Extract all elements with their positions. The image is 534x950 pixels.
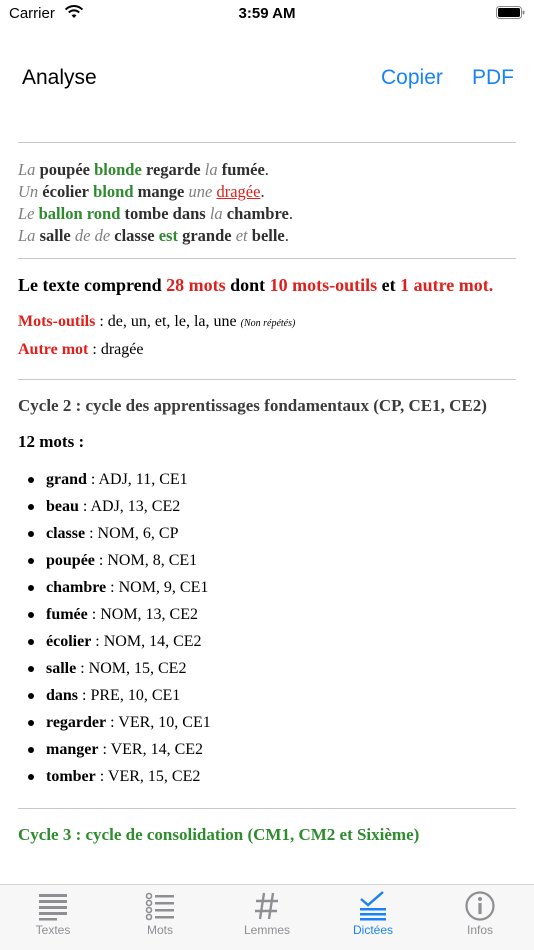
- dictation-word: poupée: [39, 160, 90, 179]
- tab-label: Lemmes: [243, 923, 290, 937]
- dictation-line: [18, 203, 516, 225]
- dictation-word: La: [18, 160, 36, 179]
- bullet-icon: [28, 639, 34, 645]
- dictation-word: blonde: [94, 160, 142, 179]
- lemma-word: poupée: [46, 552, 95, 569]
- lemma-word: tomber: [46, 768, 96, 785]
- text-lines-icon: [37, 891, 69, 921]
- lemma-item: [18, 520, 516, 547]
- other-line: [18, 337, 516, 363]
- tools-line: [18, 309, 516, 337]
- lemma-item: [18, 601, 516, 628]
- lemma-word: chambre: [46, 579, 107, 596]
- dictation-word: salle: [39, 226, 71, 245]
- divider: [18, 808, 516, 809]
- dictation-word: .: [260, 182, 265, 201]
- dictation-text: [18, 159, 516, 247]
- dictation-word: rond: [86, 204, 121, 223]
- page-title: Analyse: [22, 66, 97, 89]
- list-icon: [144, 891, 176, 921]
- other-label: Autre mot: [18, 341, 89, 358]
- lemma-word: grand: [46, 471, 87, 488]
- tab-mots[interactable]: [120, 891, 200, 937]
- lemma-word: dans: [46, 687, 79, 704]
- lemma-info: : VER, 14, CE2: [98, 741, 204, 758]
- summary-prefix: Le texte comprend: [18, 275, 167, 295]
- tab-bar: [0, 884, 534, 950]
- tab-dictees[interactable]: [333, 891, 413, 937]
- dictation-word: classe: [114, 226, 155, 245]
- lemma-word: beau: [46, 498, 79, 515]
- bullet-icon: [28, 612, 34, 618]
- tab-label: Textes: [35, 923, 71, 937]
- tab-label: Mots: [146, 923, 173, 937]
- lemma-info: : VER, 15, CE2: [95, 768, 201, 785]
- divider: [18, 142, 516, 143]
- dictation-word: la: [209, 204, 223, 223]
- summary-other-count: 1 autre mot.: [400, 275, 494, 295]
- copy-button[interactable]: Copier: [381, 66, 443, 89]
- dictation-word: grande: [182, 226, 232, 245]
- unknown-word: dragée: [216, 182, 261, 201]
- lemma-word: manger: [46, 741, 99, 758]
- cycle3-title: Cycle 3 : cycle de consolidation (CM1, CM2 et Sixième): [18, 825, 420, 844]
- lemma-info: : ADJ, 11, CE1: [86, 471, 188, 488]
- tab-lemmes[interactable]: [227, 891, 307, 937]
- lemma-info: : NOM, 8, CE1: [94, 552, 198, 569]
- dictation-word: de: [94, 226, 111, 245]
- other-value: dragée: [100, 341, 144, 358]
- lemma-info: : NOM, 9, CE1: [106, 579, 209, 596]
- bullet-icon: [28, 747, 34, 753]
- lemma-item: [18, 493, 516, 520]
- dictation-word: écolier: [42, 182, 90, 201]
- lemma-word: classe: [46, 525, 86, 542]
- dictation-word: regarde: [145, 160, 201, 179]
- lemma-word: écolier: [46, 633, 92, 650]
- dictation-word: et: [235, 226, 248, 245]
- bullet-icon: [28, 558, 34, 564]
- carrier-label: Carrier: [9, 5, 55, 22]
- lemma-item: [18, 682, 516, 709]
- lemma-item: [18, 628, 516, 655]
- clock: 3:59 AM: [238, 5, 296, 22]
- dictation-word: une: [188, 182, 213, 201]
- dictation-word: blond: [93, 182, 134, 201]
- summary-text: [18, 273, 516, 297]
- tab-infos[interactable]: [440, 891, 520, 937]
- bullet-icon: [28, 585, 34, 591]
- lemma-info: : ADJ, 13, CE2: [78, 498, 181, 515]
- dictation-word: Le: [18, 204, 35, 223]
- cycle2-count: 12 mots :: [18, 432, 85, 451]
- dictation-word: fumée: [221, 160, 265, 179]
- info-icon: [464, 891, 496, 921]
- dictation-word: belle: [251, 226, 285, 245]
- bullet-icon: [28, 720, 34, 726]
- dictation-word: de: [74, 226, 91, 245]
- tab-label: Infos: [466, 923, 493, 937]
- tab-label: Dictées: [352, 923, 393, 937]
- bullet-icon: [28, 477, 34, 483]
- lemma-info: : NOM, 13, CE2: [87, 606, 198, 623]
- summary-tool-count: 10 mots-outils: [269, 275, 378, 295]
- lemma-info: : NOM, 14, CE2: [91, 633, 202, 650]
- bullet-icon: [28, 666, 34, 672]
- tools-value: de, un, et, le, la, une: [107, 313, 237, 330]
- lemma-item: [18, 547, 516, 574]
- dictation-line: [18, 159, 516, 181]
- dictation-line: [18, 181, 516, 203]
- dictation-word: Un: [18, 182, 39, 201]
- dictation-word: ballon: [38, 204, 83, 223]
- dictation-word: .: [288, 204, 293, 223]
- divider: [18, 258, 516, 259]
- checklist-icon: [357, 891, 389, 921]
- lemma-info: : PRE, 10, CE1: [78, 687, 181, 704]
- other-sep: :: [88, 341, 101, 358]
- summary-and: et: [377, 275, 401, 295]
- dictation-word: la: [204, 160, 218, 179]
- divider: [18, 379, 516, 380]
- summary-mid: dont: [225, 275, 270, 295]
- pdf-button[interactable]: PDF: [472, 66, 514, 89]
- lemma-item: [18, 574, 516, 601]
- summary-word-count: 28 mots: [166, 275, 226, 295]
- tab-textes[interactable]: [13, 891, 93, 937]
- lemma-item: [18, 655, 516, 682]
- lemma-item: [18, 736, 516, 763]
- bullet-icon: [28, 531, 34, 537]
- dictation-word: La: [18, 226, 36, 245]
- dictation-word: .: [264, 160, 269, 179]
- lemma-info: : NOM, 6, CP: [85, 525, 179, 542]
- dictation-word: mange: [137, 182, 185, 201]
- bullet-icon: [28, 774, 34, 780]
- lemma-word: regarder: [46, 714, 107, 731]
- dictation-word: chambre: [226, 204, 289, 223]
- dictation-word: .: [284, 226, 289, 245]
- dictation-word: dans: [172, 204, 206, 223]
- lemma-list: [18, 466, 516, 790]
- lemma-item: [18, 466, 516, 493]
- lemma-item: [18, 709, 516, 736]
- tools-note: (Non répétés): [240, 318, 296, 329]
- cycle2-title: Cycle 2 : cycle des apprentissages fondamentaux (CP, CE1, CE2): [18, 396, 487, 415]
- dictation-word: tombe: [124, 204, 169, 223]
- analysis-content: [18, 142, 516, 845]
- dictation-line: [18, 225, 516, 247]
- tools-sep: :: [95, 313, 108, 330]
- lemma-info: : NOM, 15, CE2: [76, 660, 187, 677]
- bullet-icon: [28, 693, 34, 699]
- lemma-item: [18, 763, 516, 790]
- lemma-info: : VER, 10, CE1: [106, 714, 211, 731]
- battery-icon: [496, 6, 525, 19]
- tools-label: Mots-outils: [18, 313, 96, 330]
- bullet-icon: [28, 504, 34, 510]
- hash-icon: [251, 891, 283, 921]
- dictation-word: est: [158, 226, 178, 245]
- lemma-word: salle: [46, 660, 77, 677]
- lemma-word: fumée: [46, 606, 88, 623]
- status-bar: [0, 0, 534, 30]
